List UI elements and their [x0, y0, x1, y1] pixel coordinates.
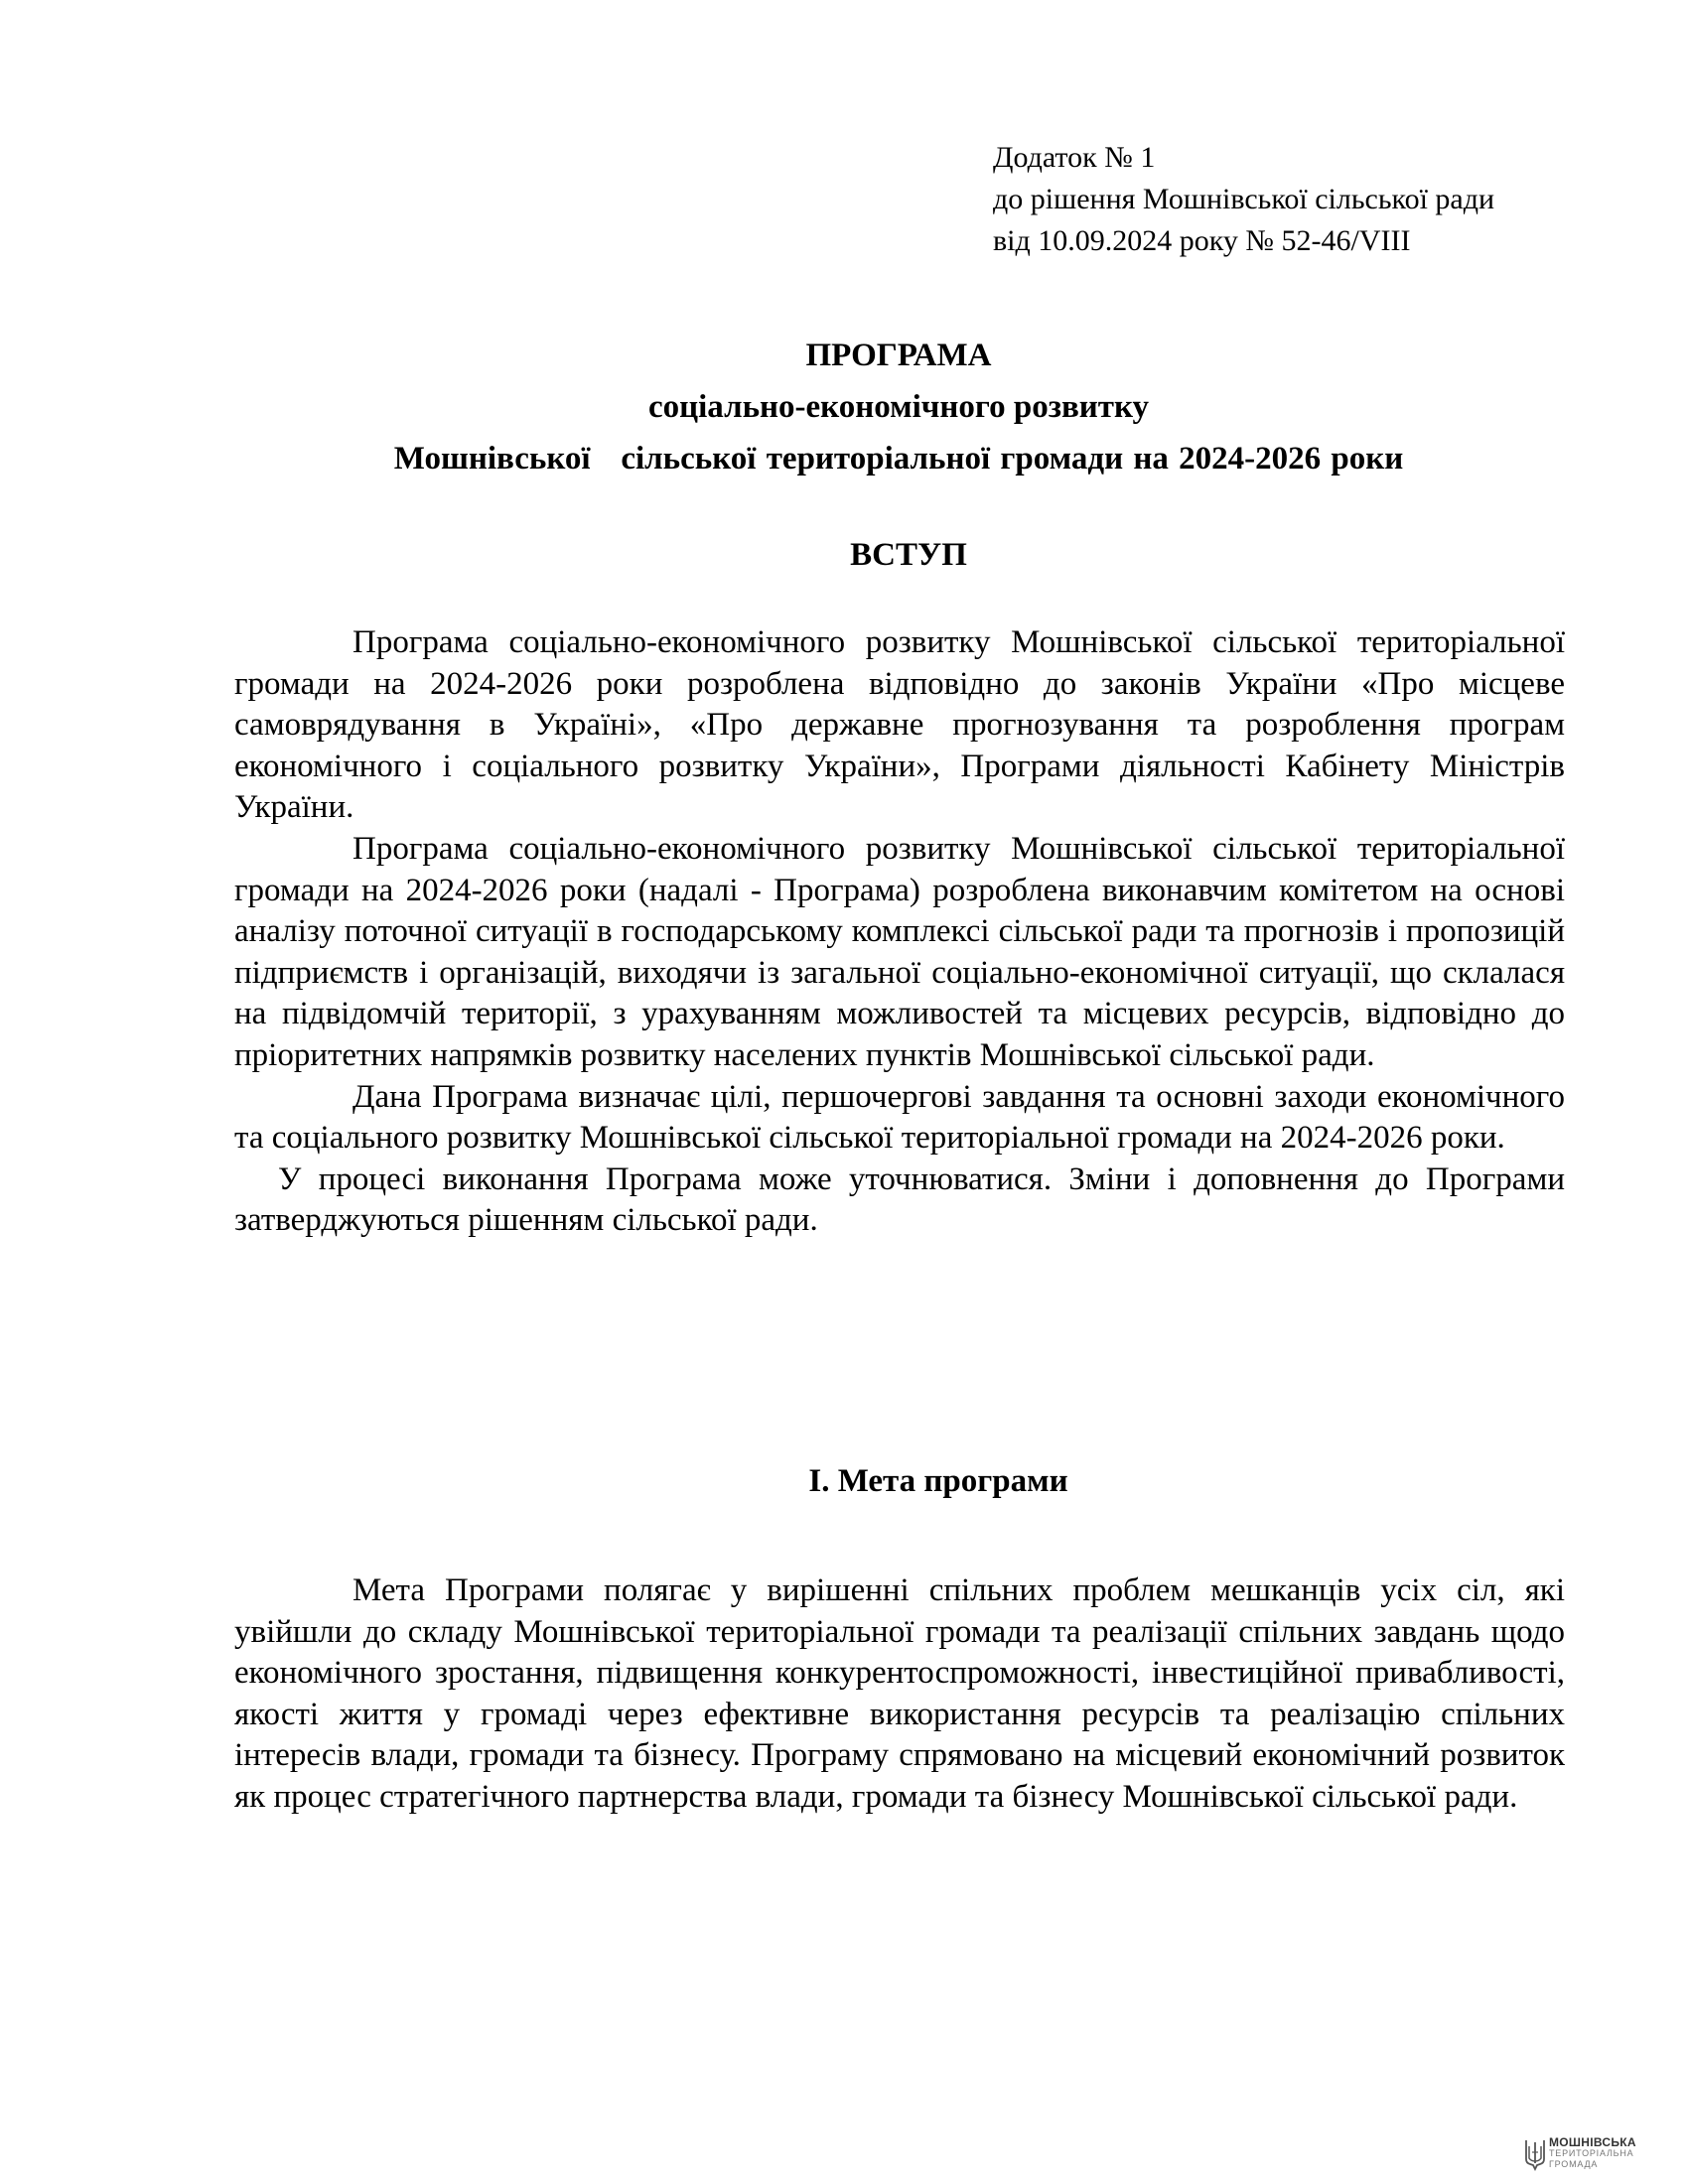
document-title [228, 330, 1569, 484]
title-line-1: ПРОГРАМА [805, 338, 992, 373]
goal-section [234, 1570, 1565, 1819]
intro-section [234, 622, 1565, 1242]
title-line-2: соціально-економічного розвитку [647, 389, 1150, 425]
addendum-header [993, 137, 1494, 262]
logo-line-1: МОШНІВСЬКА [1549, 2135, 1636, 2149]
community-logo-watermark [1524, 2137, 1636, 2171]
trident-icon [1524, 2137, 1546, 2171]
logo-line-3: ГРОМАДА [1549, 2159, 1599, 2169]
goal-heading: І. Мета програми [808, 1463, 1068, 1499]
intro-paragraph-2: Програма соціально-економічного розвитку Мошнівської сільської територіальної громади на 2024-2026 роки (надалі - Програма) розроблена виконавчим комітетом на основі аналізу поточної ситуації в господарському комплексі сільської ради та прогнозів і пропозицій підприємств і організацій, виходячи із загальної соціально-економічної ситуації, що склалася на підвідомчій території, з урахуванням можливостей та місцевих ресурсів, відповідно до пріоритетних напрямків розвитку населених пунктів Мошнівської сільської ради. [234, 830, 1565, 1073]
intro-paragraph-3: Дана Програма визначає цілі, першочергові завдання та основні заходи економічного та соціального розвитку Мошнівської сільської територіальної громади на 2024-2026 роки. [234, 1078, 1565, 1157]
logo-text [1549, 2137, 1636, 2170]
intro-paragraph-1: Програма соціально-економічного розвитку Мошнівської сільської територіальної громади на 2024-2026 роки розроблена відповідно до законів України «Про місцеве самоврядування в Україні», «Про державне прогнозування та розроблення програм економічного і соціального розвитку України», Програми діяльності Кабінету Міністрів України. [234, 624, 1565, 826]
addendum-line-3: від 10.09.2024 року № 52-46/VIII [993, 224, 1411, 257]
addendum-line-2: до рішення Мошнівської сільської ради [993, 183, 1495, 215]
title-line-3: Мошнівської сільської територіальної громади на 2024-2026 роки [393, 441, 1404, 477]
intro-paragraph-4: У процесі виконання Програма може уточнюватися. Зміни і доповнення до Програми затверджуються рішенням сільської ради. [234, 1160, 1565, 1239]
addendum-line-1: Додаток № 1 [993, 141, 1156, 174]
logo-line-2: ТЕРИТОРІАЛЬНА [1549, 2148, 1634, 2158]
goal-paragraph: Мета Програми полягає у вирішенні спільних проблем мешканців усіх сіл, які увійшли до складу Мошнівської територіальної громади та реалізації спільних завдань щодо економічного зростання, підвищення конкурентоспроможності, інвестиційної привабливості, якості життя у громаді через ефективне використання ресурсів та реалізацію спільних інтересів влади, громади та бізнесу. Програму спрямовано на місцевий економічний розвиток як процес стратегічного партнерства влади, громади та бізнесу Мошнівської сільської ради. [234, 1572, 1565, 1815]
intro-heading: ВСТУП [850, 537, 967, 573]
